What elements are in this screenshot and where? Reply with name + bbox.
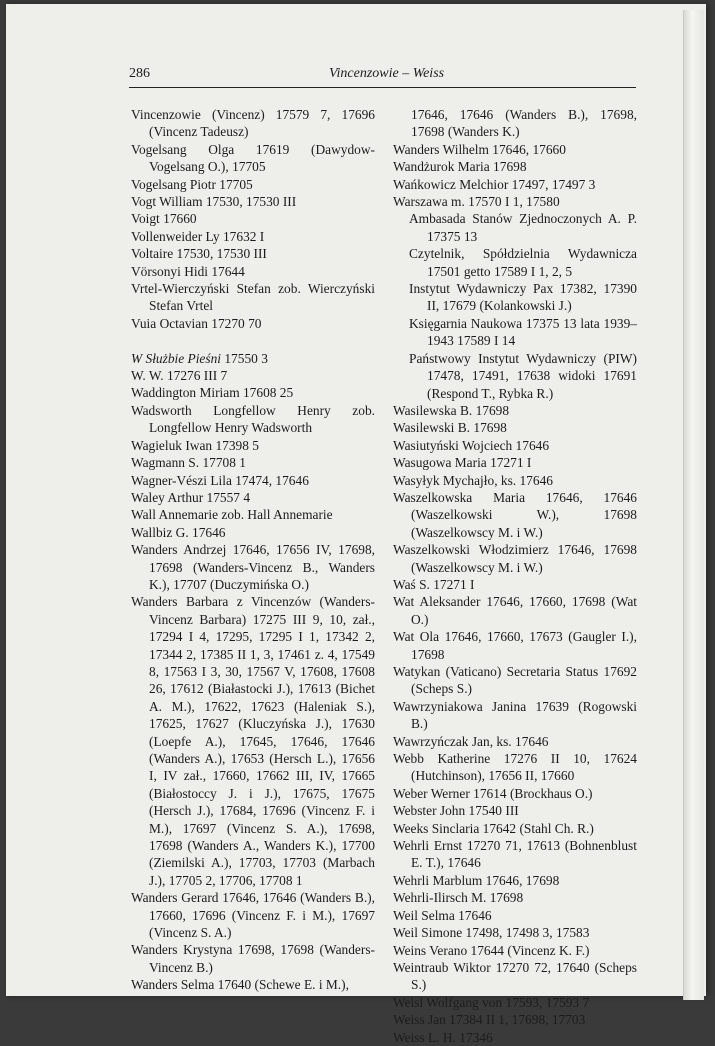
entry-text: Vincenzowie (Vincenz) 17579 7, 17696 (Vincenz Tadeusz) xyxy=(131,107,375,140)
index-subentry xyxy=(393,315,637,350)
index-entry xyxy=(131,889,375,941)
index-entry xyxy=(131,315,375,332)
index-column-right xyxy=(393,106,637,1046)
entry-text: Wanders Barbara z Vincenzów (Wanders-Vincenz Barbara) 17275 III 9, 10, zał., 17294 I 4, 17295, 17295 I 1, 17342 2, 17344 2, 17385 II 1, 3, 17461 z. 4, 17549 8, 17563 I 3, 30, 17567 V, 17608, 17608 26, 17612 (Białastocki J.), 17613 (Bichet A. M.), 17622, 17623 (Haleniak S.), 17625, 17627 (Kluczyńska J.), 17630 (Loepfe A.), 17645, 17646, 17646 (Wanders A.), 17653 (Hersch L.), 17656 I, IV zał., 17660, 17662 III, IV, 17665 (Białostoccy J. i J.), 17675, 17675 (Hersch J.), 17684, 17696 (Vincenz F. i M.), 17697 (Vincenz S. A.), 17698, 17698 (Wanders A., Wanders K.), 17700 (Ziemilski A.), 17703, 17703 (Marbach J.), 17705 2, 17706, 17708 1 xyxy=(131,594,375,888)
index-entry xyxy=(131,106,375,141)
index-entry xyxy=(393,994,637,1011)
entry-text: Vogelsang Olga 17619 (Dawydow-Vogelsang O.), 17705 xyxy=(131,141,375,175)
index-entry xyxy=(393,437,637,454)
index-entry xyxy=(131,384,375,401)
entry-text: Warszawa m. 17570 I 1, 17580 xyxy=(393,194,560,210)
entry-text: Webb Katherine 17276 II 10, 17624 (Hutchinson), 17656 II, 17660 xyxy=(393,751,637,784)
page-header xyxy=(129,63,636,88)
entry-text: Wasilewski B. 17698 xyxy=(393,420,507,436)
entry-text: Vörsonyi Hidi 17644 xyxy=(131,263,245,279)
index-entry xyxy=(393,419,637,436)
entry-text: Wanders Krystyna 17698, 17698 (Wanders-Vincenz B.) xyxy=(131,942,375,975)
index-entry xyxy=(131,472,375,489)
entry-text: Ambasada Stanów Zjednoczonych A. P. 17375 13 xyxy=(409,211,637,244)
entry-text: Weins Verano 17644 (Vincenz K. F.) xyxy=(393,942,590,958)
entry-text: Waszelkowska Maria 17646, 17646 (Waszelkowski W.), 17698 (Waszelkowscy M. i W.) xyxy=(393,489,637,540)
entry-text: Wasiutyński Wojciech 17646 xyxy=(393,437,550,453)
entry-text: Voltaire 17530, 17530 III xyxy=(131,246,267,262)
running-title: Vincenzowie – Weiss xyxy=(329,66,445,81)
entry-text: Wallbiz G. 17646 xyxy=(131,524,226,540)
entry-text: Weeks Sinclaria 17642 (Stahl Ch. R.) xyxy=(393,820,594,836)
index-entry xyxy=(131,193,375,210)
index-entry xyxy=(131,280,375,315)
index-entry xyxy=(393,472,637,489)
index-entry xyxy=(393,872,637,889)
entry-text: Wagieluk Iwan 17398 5 xyxy=(131,437,259,453)
entry-text: Wat Ola 17646, 17660, 17673 (Gaugler I.), 17698 xyxy=(393,629,637,662)
index-entry xyxy=(131,454,375,471)
entry-text: Waś S. 17271 I xyxy=(393,576,475,592)
index-entry xyxy=(393,576,637,593)
entry-text: Webster John 17540 III xyxy=(393,803,519,819)
index-entry xyxy=(393,402,637,419)
index-entry xyxy=(131,210,375,227)
index-entry xyxy=(393,802,637,819)
entry-text: Wańkowicz Melchior 17497, 17497 3 xyxy=(393,176,596,192)
entry-text: Weil Selma 17646 xyxy=(393,907,492,923)
index-entry xyxy=(131,367,375,384)
entry-text: Vuia Octavian 17270 70 xyxy=(131,315,262,331)
index-entry xyxy=(393,141,637,158)
entry-text: Weisl Wolfgang von 17593, 17593 7 xyxy=(393,994,590,1010)
entry-text: Weintraub Wiktor 17270 72, 17640 (Scheps S.) xyxy=(393,959,637,993)
entry-title-italic: W Służbie Pieśni xyxy=(131,350,222,366)
index-column-left xyxy=(131,106,375,994)
entry-text: Wandżurok Maria 17698 xyxy=(393,159,527,175)
index-entry xyxy=(393,889,637,906)
entry-text: Wanders Selma 17640 (Schewe E. i M.), xyxy=(131,977,349,993)
entry-text: Instytut Wydawniczy Pax 17382, 17390 II, 17679 (Kolankowski J.) xyxy=(409,281,637,314)
index-entry xyxy=(131,437,375,454)
entry-text: Wehrli Marblum 17646, 17698 xyxy=(393,872,560,888)
index-entry xyxy=(131,506,375,523)
entry-text: Vrtel-Wierczyński Stefan zob. Wierczyński Stefan Vrtel xyxy=(131,281,375,314)
index-entry xyxy=(393,942,637,959)
index-entry xyxy=(131,541,375,593)
entry-text: Weiss Jan 17384 II 1, 17698, 17703 xyxy=(393,1012,586,1028)
index-entry xyxy=(393,628,637,663)
entry-text: Wasyłyk Mychajło, ks. 17646 xyxy=(393,472,553,488)
entry-text: Wat Aleksander 17646, 17660, 17698 (Wat O.) xyxy=(393,594,637,627)
index-entry xyxy=(131,245,375,262)
index-entry xyxy=(393,541,637,576)
index-subentry xyxy=(393,350,637,402)
entry-text: Weiss L. H. 17346 xyxy=(393,1029,493,1045)
entry-text: Wanders Gerard 17646, 17646 (Wanders B.), 17660, 17696 (Vincenz F. i M.), 17697 (Vincenz S. A.) xyxy=(131,890,375,941)
entry-text: Państwowy Instytut Wydawniczy (PIW) 17478, 17491, 17638 widoki 17691 (Respond T., Rybka R.) xyxy=(409,350,637,401)
index-entry xyxy=(393,1029,637,1046)
entry-text: Wehrli-Ilirsch M. 17698 xyxy=(393,890,524,906)
index-entry xyxy=(393,176,637,193)
entry-text: W. W. 17276 III 7 xyxy=(131,368,228,384)
index-entry xyxy=(131,141,375,176)
entry-text: Wanders Wilhelm 17646, 17660 xyxy=(393,141,566,157)
page-edge xyxy=(683,10,704,1000)
entry-text: Wasugowa Maria 17271 I xyxy=(393,455,532,471)
entry-text: Księgarnia Naukowa 17375 13 lata 1939–1943 17589 I 14 xyxy=(409,315,637,349)
entry-text: Czytelnik, Spółdzielnia Wydawnicza 17501 getto 17589 I 1, 2, 5 xyxy=(409,246,637,279)
entry-text: Weil Simone 17498, 17498 3, 17583 xyxy=(393,925,590,941)
index-entry xyxy=(393,837,637,872)
index-entry xyxy=(131,976,375,993)
entry-text: Wawrzyniakowa Janina 17639 (Rogowski B.) xyxy=(393,698,637,732)
index-subentry xyxy=(393,245,637,280)
index-entry xyxy=(131,941,375,976)
index-entry xyxy=(131,228,375,245)
entry-text: Waley Arthur 17557 4 xyxy=(131,489,251,505)
index-entry xyxy=(131,593,375,889)
entry-text: Wasilewska B. 17698 xyxy=(393,402,510,418)
entry-spacer xyxy=(131,332,375,349)
index-entry xyxy=(131,489,375,506)
index-entry xyxy=(393,1011,637,1028)
entry-text: 17550 3 xyxy=(221,350,268,366)
entry-text: Vogt William 17530, 17530 III xyxy=(131,194,297,210)
entry-text: Wawrzyńczak Jan, ks. 17646 xyxy=(393,733,549,749)
entry-text: Wagmann S. 17708 1 xyxy=(131,455,246,471)
entry-text: Waszelkowski Włodzimierz 17646, 17698 (Waszelkowscy M. i W.) xyxy=(393,542,637,575)
entry-text: Watykan (Vaticano) Secretaria Status 17692 (Scheps S.) xyxy=(393,664,637,697)
index-entry xyxy=(131,176,375,193)
page-number: 286 xyxy=(129,66,150,81)
entry-text: Wanders Andrzej 17646, 17656 IV, 17698, 17698 (Wanders-Vincenz B., Wanders K.), 17707 (Duczymińska O.) xyxy=(131,542,375,592)
index-entry xyxy=(131,402,375,437)
index-entry xyxy=(131,350,375,367)
index-entry xyxy=(393,489,637,541)
index-subentry xyxy=(393,210,637,245)
entry-text: Waddington Miriam 17608 25 xyxy=(131,385,294,401)
index-entry xyxy=(131,524,375,541)
index-entry xyxy=(393,698,637,733)
index-entry xyxy=(131,263,375,280)
entry-text: Wagner-Vészi Lila 17474, 17646 xyxy=(131,472,309,488)
index-entry xyxy=(393,924,637,941)
index-entry xyxy=(393,663,637,698)
entry-text: Vogelsang Piotr 17705 xyxy=(131,176,253,192)
index-entry xyxy=(393,106,637,141)
index-entry xyxy=(393,454,637,471)
index-entry xyxy=(393,193,637,210)
index-entry xyxy=(393,959,637,994)
index-entry xyxy=(393,820,637,837)
index-entry xyxy=(393,593,637,628)
index-entry xyxy=(393,750,637,785)
index-entry xyxy=(393,907,637,924)
entry-text: Wall Annemarie zob. Hall Annemarie xyxy=(131,507,333,523)
entry-text: Vollenweider Ly 17632 I xyxy=(131,228,265,244)
index-subentry xyxy=(393,280,637,315)
entry-text: Wadsworth Longfellow Henry zob. Longfellow Henry Wadsworth xyxy=(131,402,375,436)
entry-text: Voigt 17660 xyxy=(131,211,197,227)
entry-text: Wehrli Ernst 17270 71, 17613 (Bohnenblust E. T.), 17646 xyxy=(393,838,637,871)
index-entry xyxy=(393,785,637,802)
entry-text: Weber Werner 17614 (Brockhaus O.) xyxy=(393,785,593,801)
entry-text: 17646, 17646 (Wanders B.), 17698, 17698 (Wanders K.) xyxy=(411,107,637,140)
index-entry xyxy=(393,733,637,750)
index-entry xyxy=(393,158,637,175)
